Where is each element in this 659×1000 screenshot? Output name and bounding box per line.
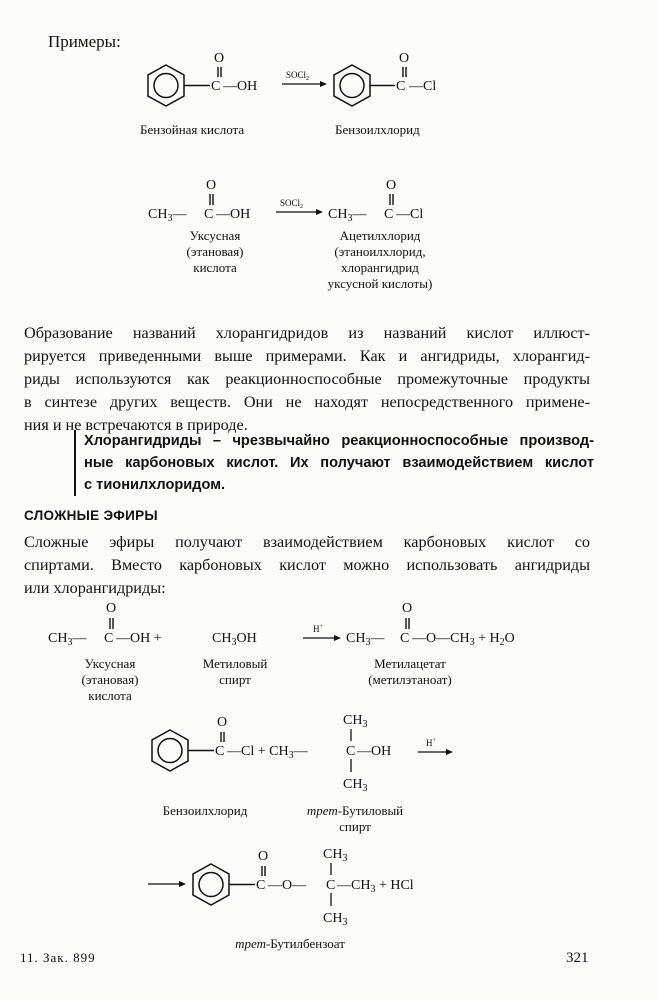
svg-text:O: O [206, 178, 217, 193]
svg-text:—Cl: —Cl [409, 79, 437, 94]
svg-text:C: C [104, 631, 114, 646]
svg-text:CH3: $CH_3$ [343, 713, 368, 730]
svg-text:O: O [106, 601, 117, 616]
svg-text:—OH: —OH [223, 79, 258, 94]
svg-text:O: O [402, 601, 413, 616]
svg-text:C: C [384, 207, 394, 222]
reaction1-c: C [211, 79, 221, 94]
svg-text:—CH3 + HCl: $—CH_3$ + HCl [337, 878, 414, 895]
paragraph-esters: Сложные эфиры получают взаимодействием карбоновых кислот со спиртами. Вместо карбоновых кислот можно использовать ангидриды или хлорангидриды: [24, 533, 590, 597]
svg-text:C: C [400, 631, 410, 646]
svg-text:—OH: —OH [216, 207, 251, 222]
svg-text:CH3—: $CH_3—$ [328, 207, 367, 224]
svg-text:—Cl + CH3—: —Cl + $CH_3—$ [227, 744, 308, 761]
reaction5-product-label: трет-Бутилбензоат [235, 936, 345, 951]
definition-callout: Хлорангидриды – чрезвычайно реакционноспособные производ- ные карбоновых кислот. Их получают взаимодействием кислот с тионилхлоридом. [74, 430, 594, 496]
reaction3-alcohol-label: Метиловый спирт [202, 656, 268, 687]
page-number: 321 [566, 950, 589, 966]
reaction1-reactant-label: Бензойная кислота [140, 122, 245, 137]
reaction1-reagent: SOCl$_2$ [286, 70, 310, 82]
reaction4-alcohol-label: трет-Бутиловый спирт [306, 803, 404, 834]
svg-text:CH3—: $CH_3—$ [48, 631, 87, 648]
reaction3-acid-label: Уксусная (этановая) кислота [81, 656, 139, 703]
reaction2-diagram [148, 166, 448, 226]
svg-text:H+: H+ [426, 738, 436, 748]
benzene-ring-chloride [152, 730, 214, 771]
reaction2-product-label: Ацетилхлорид (этаноилхлорид, хлорангидрид уксусной кислоты) [327, 228, 433, 291]
benzene-ring-reactant [148, 65, 210, 106]
svg-text:C: C [346, 744, 356, 759]
svg-text:CH3: $CH_3$ [343, 777, 368, 794]
reaction1-diagram [130, 44, 470, 116]
svg-text:CH3—: $CH_3—$ [346, 631, 385, 648]
svg-text:H+: H+ [313, 624, 323, 634]
svg-text:—O—: —O— [268, 878, 307, 893]
svg-text:CH3—: $CH_3—$ [148, 207, 187, 224]
svg-text:O: O [386, 178, 397, 193]
svg-text:O: O [214, 51, 225, 66]
benzene-ring-product [334, 65, 395, 106]
svg-text:CH3OH: $CH_3OH$ [212, 631, 257, 648]
svg-text:CH3: $CH_3$ [323, 911, 348, 928]
svg-text:—O—CH3 + H2O: $—O—CH_3 + H_2O$ [412, 631, 515, 648]
svg-text:O: O [399, 51, 410, 66]
footer-order-mark: 11. Зак. 899 [20, 950, 96, 965]
benzene-ring-ester [193, 864, 255, 905]
svg-text:C: C [326, 878, 336, 893]
svg-text:O: O [258, 849, 269, 864]
reaction4-diagram [140, 702, 460, 800]
reaction3-diagram [48, 594, 588, 652]
reaction4-chloride-label: Бензоилхлорид [162, 803, 248, 818]
reaction3-ester-label: Метилацетат (метилэтаноат) [368, 656, 452, 687]
svg-text:—Cl: —Cl [396, 207, 424, 222]
reaction5-diagram [145, 834, 465, 934]
reaction1-product-label: Бензоилхлорид [335, 122, 420, 137]
svg-text:C: C [396, 79, 406, 94]
svg-text:—OH +: —OH + [116, 631, 162, 646]
svg-text:C: C [256, 878, 266, 893]
svg-text:C: C [215, 744, 225, 759]
svg-text:O: O [217, 715, 228, 730]
svg-text:CH3: $CH_3$ [323, 847, 348, 864]
svg-text:SOCl2: SOCl$_2$ [280, 198, 304, 210]
paragraph-acid-chlorides: Образование названий хлорангидридов из названий кислот иллюст- рируется приведенными выше примерами. Как и ангидриды, хлорангид- риды используются как реакционноспособные промежуточные продукты в синтезе других веществ. Они не находят непосредственного примене- ния и не встречаются в природе. [24, 324, 590, 434]
reaction5-byproduct: HCl [390, 878, 414, 893]
svg-text:C: C [204, 207, 214, 222]
svg-text:—OH: —OH [357, 744, 392, 759]
section-title-esters: СЛОЖНЫЕ ЭФИРЫ [24, 508, 158, 523]
reaction2-reactant-label: Уксусная (этановая) кислота [186, 228, 244, 275]
examples-heading: Примеры: [48, 32, 121, 51]
